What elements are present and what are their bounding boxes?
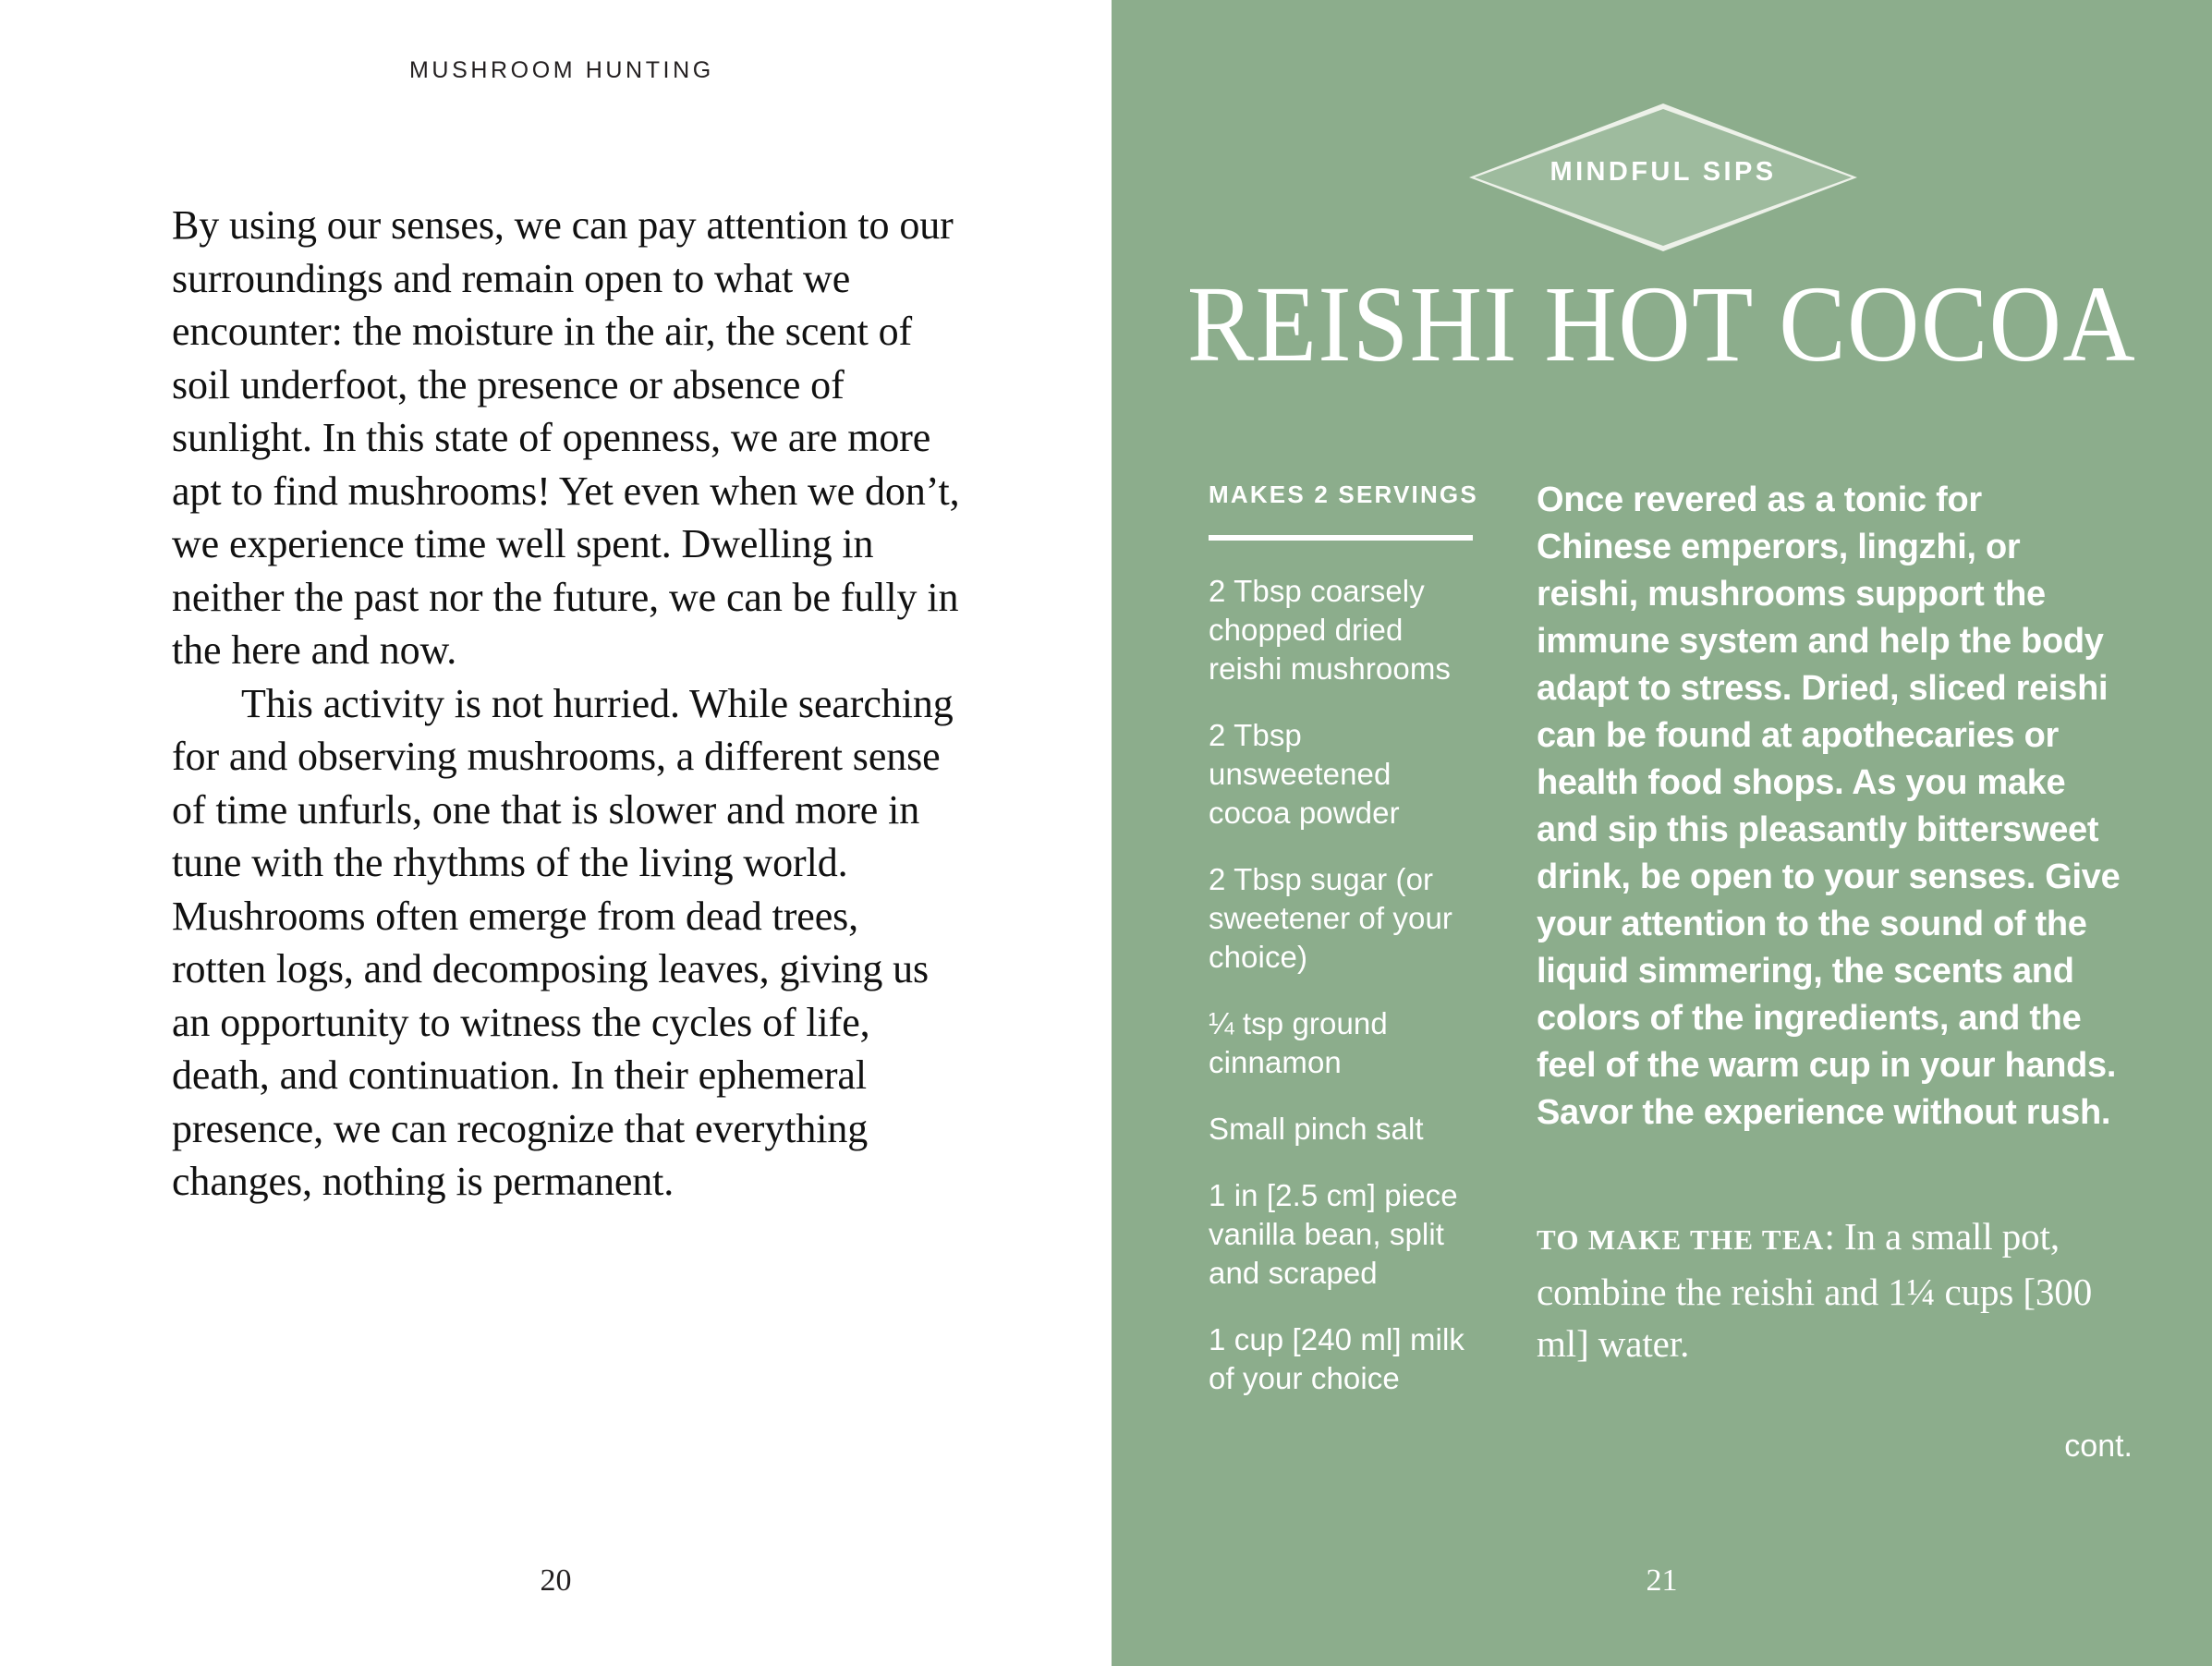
ingredient-item: 2 Tbsp sugar (or sweetener of your choice) — [1209, 862, 1453, 974]
body-paragraph-1: By using our senses, we can pay attention to our surroundings and remain open to what we encounter: the moisture in the air, the scent of soil underfoot, the presence or absence of sunlight. In this state of openness, we are more apt to find mushrooms! Yet even when we don’t, we experience time well spent. Dwelling in neither the past nor the future, we can be fully in the here and now. — [172, 202, 960, 673]
recipe-description: Once revered as a tonic for Chinese emperors, lingzhi, or reishi, mushrooms support the immune system and help the body adapt to stress. Dried, sliced reishi can be found at apothecaries or health food shops. As you make and sip this pleasantly bittersweet drink, be open to your senses. Give your attention to the sound of the liquid simmering, the scents and colors of the ingredients, and the feel of the warm cup in your hands. Savor the experience without rush. — [1537, 480, 2121, 1132]
page-number-left: 20 — [540, 1563, 572, 1598]
method-text: : In a small pot, combine the reishi and 1¼ cups [300 ml] water. — [1537, 1215, 2093, 1365]
ingredients-column — [1209, 480, 1477, 1426]
yield-label: MAKES 2 SERVINGS — [1209, 480, 1478, 508]
description-column — [1537, 477, 2123, 1369]
ingredient-item: 2 Tbsp coarsely chopped dried reishi mushrooms — [1209, 574, 1452, 686]
recipe-title: REISHI HOT COCOA — [1186, 263, 2137, 384]
method-label: TO MAKE THE TEA — [1537, 1223, 1825, 1256]
ingredient-item: 1 cup [240 ml] milk of your choice — [1209, 1322, 1465, 1395]
ingredient-item: 2 Tbsp unsweetened cocoa powder — [1209, 718, 1400, 830]
badge-label: MINDFUL SIPS — [1550, 157, 1777, 187]
divider-rule — [1209, 535, 1473, 541]
left-page-body — [172, 199, 962, 1209]
continued-label: cont. — [2064, 1429, 2133, 1464]
ingredient-item: Small pinch salt — [1209, 1112, 1424, 1146]
recipe-columns — [1209, 480, 2133, 1478]
running-header: MUSHROOM HUNTING — [409, 57, 714, 83]
mindful-sips-diamond-badge — [1469, 103, 1857, 251]
right-page-recipe — [1112, 0, 2212, 1666]
method-block — [1537, 1210, 2123, 1369]
ingredient-item: 1 in [2.5 cm] piece vanilla bean, split and scraped — [1209, 1178, 1458, 1290]
page-number-right: 21 — [1646, 1563, 1678, 1598]
ingredient-item: ¼ tsp ground cinnamon — [1209, 1006, 1388, 1079]
body-paragraph-2: This activity is not hurried. While searching for and observing mushrooms, a different sense of time unfurls, one that is slower and more in tune with the rhythms of the living world. Mushrooms often emerge from dead trees, rotten logs, and decomposing leaves, giving us an opportunity to witness the cycles of life, death, and continuation. In their ephemeral presence, we can recognize that everything changes, nothing is permanent. — [172, 680, 954, 1204]
